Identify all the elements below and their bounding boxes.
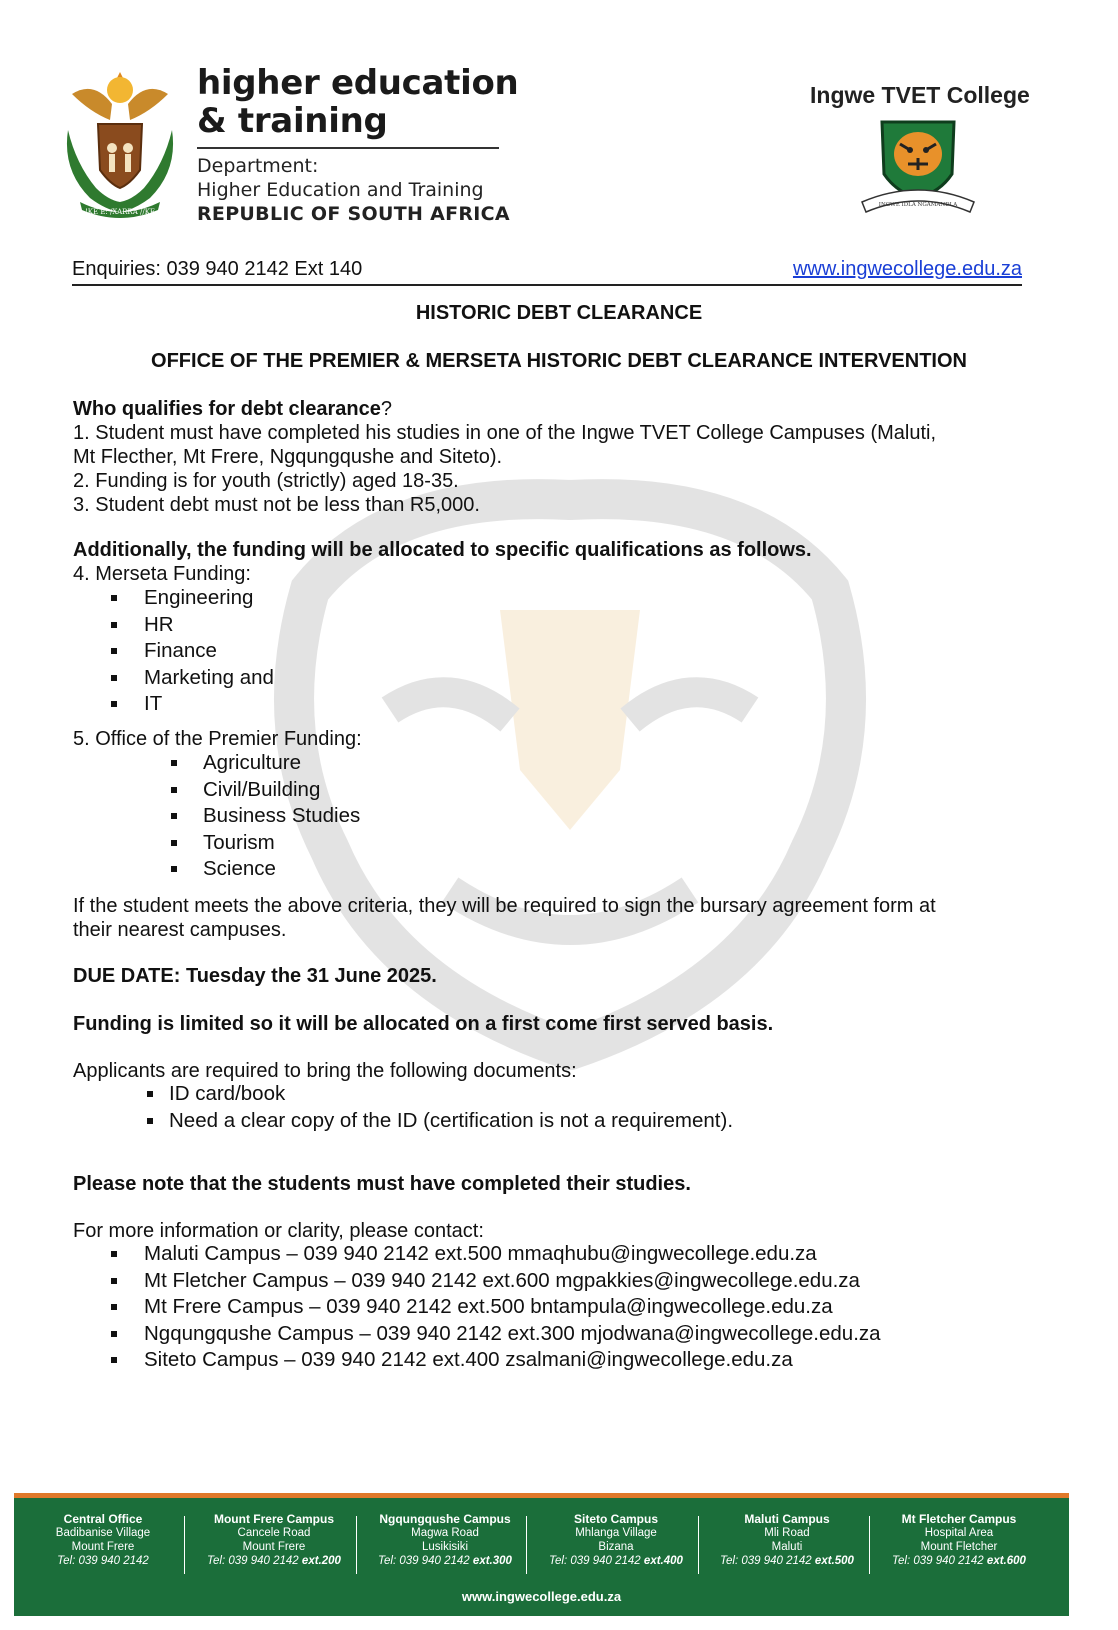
campus-name: Central Office bbox=[63, 1512, 143, 1526]
premier-label: 5. Office of the Premier Funding: bbox=[73, 728, 362, 750]
contacts-label: For more information or clarity, please contact: bbox=[73, 1220, 484, 1242]
campus-tel: Tel: 039 940 2142 ext.500 bbox=[720, 1555, 854, 1567]
campus-line-1: Magwa Road bbox=[411, 1527, 479, 1539]
campus-line-2: Mount Frere bbox=[242, 1541, 306, 1553]
completion-note: Please note that the students must have completed their studies. bbox=[73, 1173, 691, 1195]
list-item: Engineering bbox=[73, 585, 1013, 612]
footer-campus bbox=[185, 1512, 363, 1568]
list-item: Need a clear copy of the ID (certification is not a requirement). bbox=[73, 1108, 1013, 1135]
campus-tel: Tel: 039 940 2142 ext.600 bbox=[892, 1555, 1026, 1567]
criteria-paragraph bbox=[73, 894, 1013, 942]
campus-line-2: Mount Fletcher bbox=[920, 1541, 998, 1553]
criterion-3: 3. Student debt must not be less than R5,000. bbox=[73, 494, 480, 516]
campus-line-1: Mli Road bbox=[764, 1527, 810, 1539]
list-item: Agriculture bbox=[73, 750, 1013, 777]
list-item: Mt Fletcher Campus – 039 940 2142 ext.600 mgpakkies@ingwecollege.edu.za bbox=[73, 1268, 1013, 1295]
list-item: Tourism bbox=[73, 830, 1013, 857]
campus-tel: Tel: 039 940 2142 ext.400 bbox=[549, 1555, 683, 1567]
campus-name: Siteto Campus bbox=[573, 1512, 658, 1526]
documents-list bbox=[73, 1081, 1013, 1134]
list-item: IT bbox=[73, 691, 1013, 718]
dept-line-3: REPUBLIC OF SOUTH AFRICA bbox=[197, 203, 510, 225]
campus-line-2: Mount Frere bbox=[71, 1541, 135, 1553]
criteria-line-2: their nearest campuses. bbox=[73, 919, 287, 941]
list-item: HR bbox=[73, 612, 1013, 639]
footer-campus bbox=[527, 1512, 705, 1568]
campus-line-1: Badibanise Village bbox=[55, 1527, 151, 1539]
coat-of-arms-logo bbox=[60, 60, 180, 218]
website-link[interactable]: www.ingwecollege.edu.za bbox=[792, 258, 1022, 280]
campus-line-1: Mhlanga Village bbox=[575, 1527, 657, 1539]
contacts-list bbox=[73, 1241, 1013, 1374]
list-item: Business Studies bbox=[73, 803, 1013, 830]
list-item: Siteto Campus – 039 940 2142 ext.400 zsalmani@ingwecollege.edu.za bbox=[73, 1347, 1013, 1374]
list-item: Ngqungqushe Campus – 039 940 2142 ext.300 mjodwana@ingwecollege.edu.za bbox=[73, 1321, 1013, 1348]
contact-bar bbox=[72, 258, 1022, 286]
criterion-1a: 1. Student must have completed his studies in one of the Ingwe TVET College Campuses (Maluti, bbox=[73, 422, 937, 444]
campus-line-2: Lusikisiki bbox=[421, 1541, 468, 1553]
merseta-list bbox=[73, 585, 1013, 718]
footer-campus bbox=[14, 1512, 192, 1568]
criteria-line-1: If the student meets the above criteria, they will be required to sign the bursary agreement form at bbox=[73, 895, 936, 917]
list-item: Civil/Building bbox=[73, 777, 1013, 804]
dept-line-2: Higher Education and Training bbox=[197, 179, 484, 201]
list-item: Marketing and bbox=[73, 665, 1013, 692]
dept-line-1: Department: bbox=[197, 155, 319, 177]
footer-banner bbox=[14, 1493, 1069, 1616]
page-subtitle: OFFICE OF THE PREMIER & MERSETA HISTORIC DEBT CLEARANCE INTERVENTION bbox=[151, 350, 967, 372]
list-item: Mt Frere Campus – 039 940 2142 ext.500 bntampula@ingwecollege.edu.za bbox=[73, 1294, 1013, 1321]
crest-banner-text: INGWE IDLA NGAMANDLA bbox=[878, 202, 958, 208]
merseta-label: 4. Merseta Funding: bbox=[73, 563, 251, 585]
logo-line-2: & training bbox=[197, 101, 388, 141]
qualifies-heading bbox=[73, 397, 1013, 421]
college-crest-logo bbox=[860, 114, 976, 218]
campus-line-1: Hospital Area bbox=[924, 1527, 994, 1539]
qualifies-section bbox=[73, 397, 1013, 517]
due-date: DUE DATE: Tuesday the 31 June 2025. bbox=[73, 965, 437, 987]
additionally-text: Additionally, the funding will be allocated to specific qualifications as follows. bbox=[73, 539, 812, 561]
campus-line-2: Bizana bbox=[598, 1541, 634, 1553]
dhet-logo-wordmark bbox=[197, 64, 518, 140]
qualifies-heading-text: Who qualifies for debt clearance bbox=[73, 398, 381, 420]
documents-label: Applicants are required to bring the following documents: bbox=[73, 1060, 577, 1082]
campus-tel: Tel: 039 940 2142 ext.200 bbox=[207, 1555, 341, 1567]
list-item: Science bbox=[73, 856, 1013, 883]
list-item: ID card/book bbox=[73, 1081, 1013, 1108]
criterion-2: 2. Funding is for youth (strictly) aged 18-35. bbox=[73, 470, 459, 492]
logo-line-1: higher education bbox=[197, 63, 519, 103]
college-name: Ingwe TVET College bbox=[810, 82, 1030, 108]
department-block bbox=[197, 154, 510, 226]
list-item: Finance bbox=[73, 638, 1013, 665]
campus-tel: Tel: 039 940 2142 ext.300 bbox=[378, 1555, 512, 1567]
campus-tel: Tel: 039 940 2142 bbox=[57, 1555, 149, 1567]
campus-name: Mt Fletcher Campus bbox=[901, 1512, 1017, 1526]
campus-line-1: Cancele Road bbox=[237, 1527, 311, 1539]
criterion-1b: Mt Flecther, Mt Frere, Ngqungqushe and Siteto). bbox=[73, 446, 503, 468]
funding-limited-note: Funding is limited so it will be allocated on a first come first served basis. bbox=[73, 1013, 774, 1035]
campus-name: Mount Frere Campus bbox=[213, 1512, 334, 1526]
qualifies-heading-tail: ? bbox=[380, 398, 392, 420]
page-title: HISTORIC DEBT CLEARANCE bbox=[415, 302, 703, 324]
campus-line-2: Maluti bbox=[771, 1541, 803, 1553]
enquiries-text: Enquiries: 039 940 2142 Ext 140 bbox=[72, 258, 363, 280]
footer-campus bbox=[356, 1512, 534, 1568]
campus-name: Ngqungqushe Campus bbox=[379, 1512, 511, 1526]
list-item: Maluti Campus – 039 940 2142 ext.500 mmaqhubu@ingwecollege.edu.za bbox=[73, 1241, 1013, 1268]
campus-name: Maluti Campus bbox=[744, 1512, 830, 1526]
coat-motto-text: !KE E: /XARRA //KE bbox=[84, 208, 156, 216]
footer-campus bbox=[870, 1512, 1048, 1568]
premier-list bbox=[73, 750, 1013, 883]
logo-divider bbox=[197, 147, 499, 149]
footer-campus bbox=[698, 1512, 876, 1568]
footer-website-link[interactable]: www.ingwecollege.edu.za bbox=[461, 1589, 622, 1604]
